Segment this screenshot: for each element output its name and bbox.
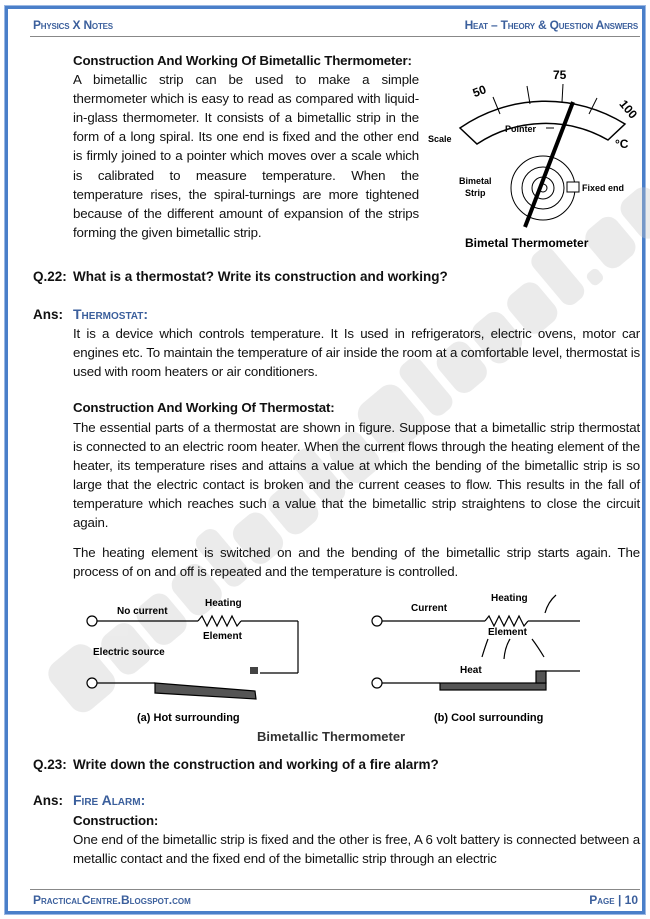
strip-label: Bimetal [459,176,492,186]
pointer-label: Pointer [505,124,537,134]
footer-divider [30,889,640,890]
fixed-end-label: Fixed end [582,183,625,193]
question-text: Write down the construction and working of a fire alarm? [73,757,439,773]
page-content [33,51,640,868]
tick-label: 75 [553,68,567,82]
section-heading: Construction And Working Of Thermostat: [73,400,335,416]
answer-22 [33,305,640,581]
answer-title: Thermostat: [73,306,149,323]
answer-paragraph: The essential parts of a thermostat are shown in figure. Suppose that a bimetallic strip thermostat is connected to an electric room heater. When the current flows through the heating element of the heater, its temperature rises and attains a value at which the bending of the bimetallic strip is so large that the electric contact is broken and the current ceases to flow. This results in the fall of temperature which reaches such a value that the bimetallic strip straightens to close the circuit again. [73,419,640,531]
question-23 [33,755,640,774]
hot-caption: (a) Hot surrounding [137,712,240,725]
current-label: Current [411,603,448,615]
section-paragraph: A bimetallic strip can be used to make a simple thermometer which is easy to read as compared with liquid-in-glass thermometer. It consists of a bimetallic strip in the form of a long spiral. Its one end is fixed and the other end is firmly joined to a pointer which moves over a scale which is calibrated to measure temperature. When the temperature rises, the spiral-turnings are more tightened because of the different amount of expansion of the strips forming the given bimetallic strip. [73,72,419,240]
thermostat-figure [80,587,580,747]
header-left: Physics X Notes [33,18,113,32]
bimetal-thermometer-figure [425,62,640,257]
answer-paragraph: One end of the bimetallic strip is fixed and the other is free, A 6 volt battery is connected between a metallic contact and the fixed end of the bimetallic strip through an electric [73,831,640,866]
figure-caption: Bimetal Thermometer [465,236,589,250]
answer-paragraph: The heating element is switched on and the bending of the bimetallic strip starts again. The process of on and off is repeated and the temperature is controlled. [73,545,640,580]
section-heading: Construction And Working Of Bimetallic Thermometer: [73,53,412,68]
answer-title: Fire Alarm: [73,792,146,809]
heat-label: Heat [460,665,482,677]
heating-label: Heating [491,593,528,605]
footer-site-link[interactable]: PracticalCentre.Blogspot.com [33,893,191,907]
tick-label: 100 [616,97,640,122]
question-number: Q.22: [33,269,67,284]
answer-label: Ans: [33,793,63,809]
header-right: Heat – Theory & Question Answers [464,18,638,32]
figure-caption: Bimetallic Thermometer [257,729,406,745]
question-text: What is a thermostat? Write its construction and working? [73,269,448,284]
cool-caption: (b) Cool surrounding [434,712,544,725]
strip-label: Strip [465,188,486,198]
scale-label: Scale [428,134,452,144]
page-label: Page [589,893,615,907]
tick-label: 50 [470,82,489,101]
question-number: Q.23: [33,757,67,773]
no-current-label: No current [117,606,168,618]
header-divider [30,36,640,37]
unit-label: °C [615,137,629,151]
question-22 [33,267,640,286]
element-label: Element [203,631,242,643]
section-heading: Construction: [73,812,159,828]
electric-source-label: Electric source [93,647,165,659]
page-number: Page | 10 [589,893,638,907]
answer-23 [33,791,640,867]
scale-arc [460,101,625,144]
answer-paragraph: It is a device which controls temperature. It Is used in refrigerators, electric ovens, motor car engines etc. To maintain the temperature of air inside the room at a comfortable level, thermostat is used with room heaters or air conditioners. [73,326,641,380]
page-num: 10 [624,893,638,907]
heating-label: Heating [205,598,242,610]
answer-label: Ans: [33,307,63,323]
section-bimetallic-thermometer [33,51,640,257]
element-label: Element [488,627,527,639]
